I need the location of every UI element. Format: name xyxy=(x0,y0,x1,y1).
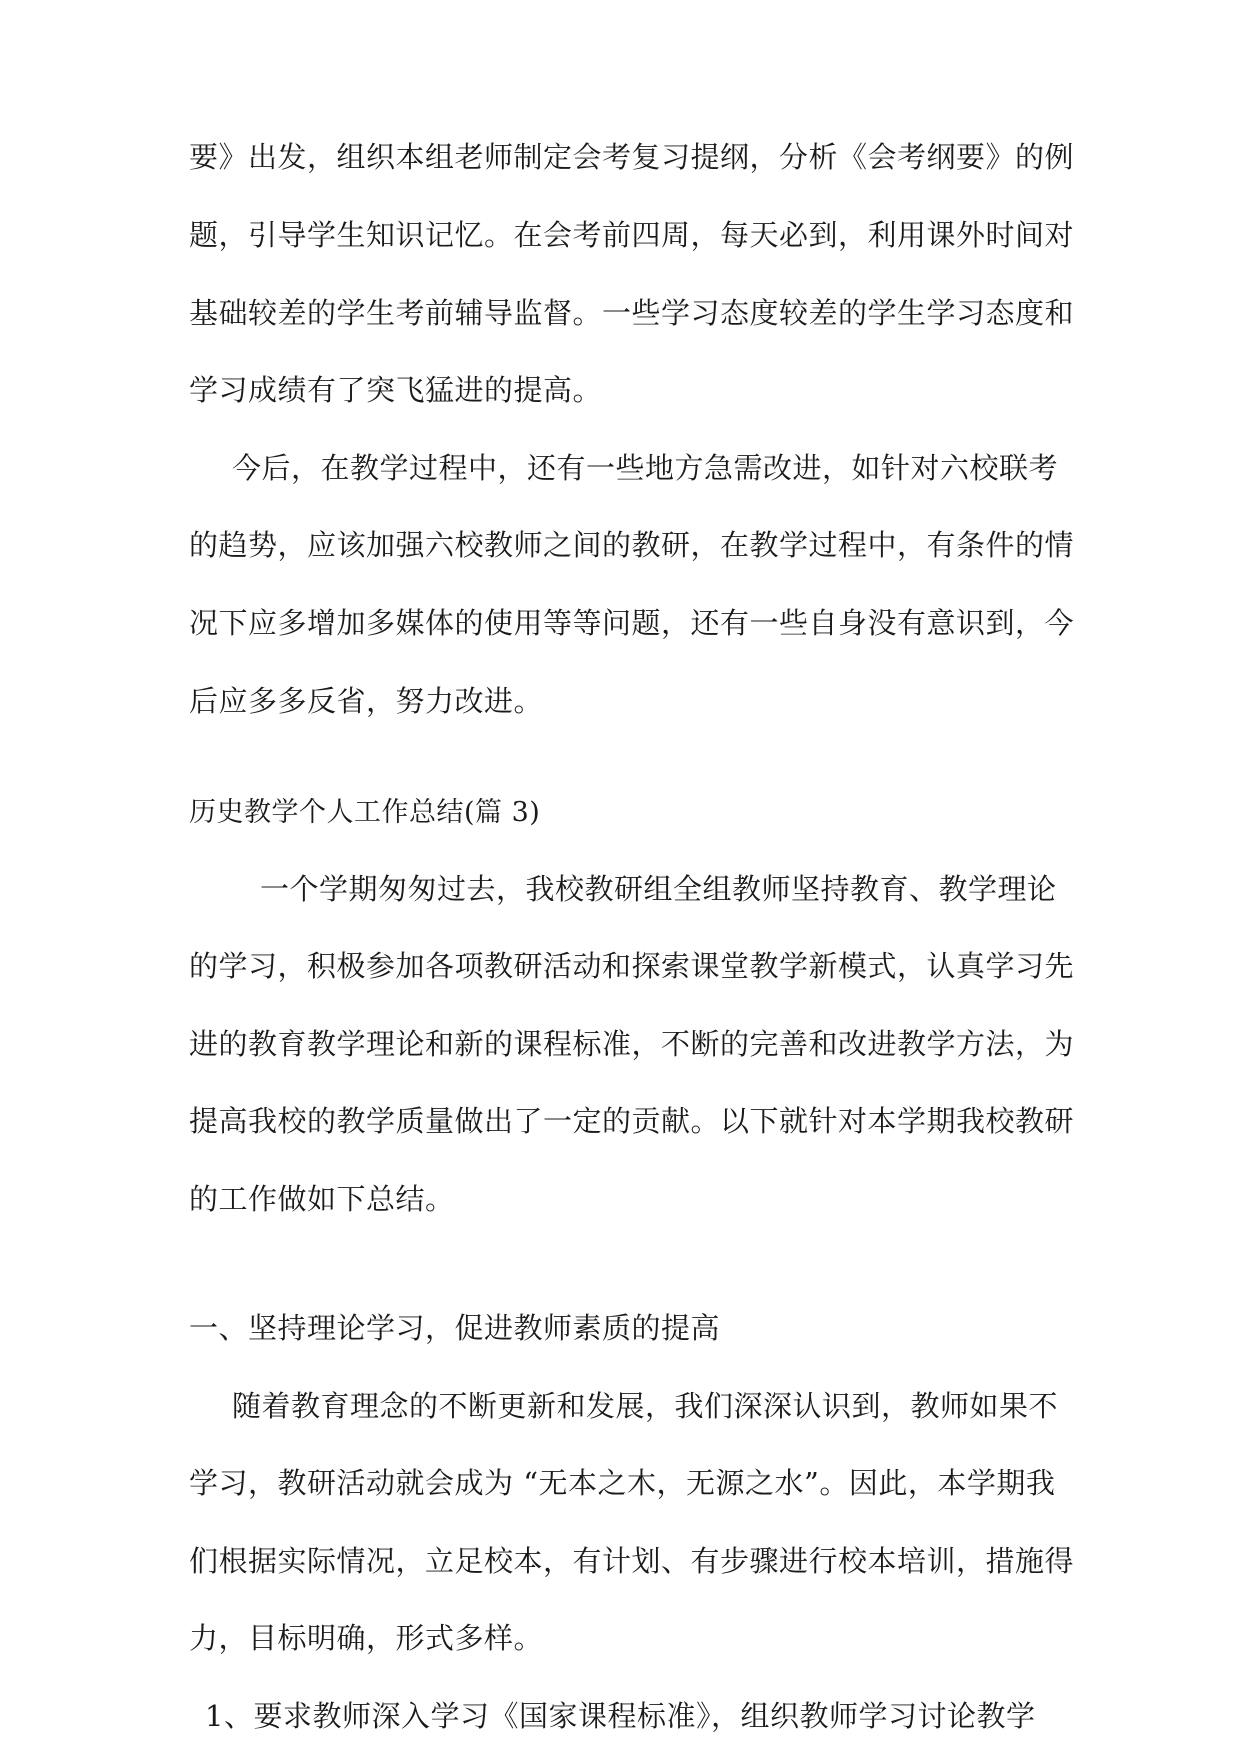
text-line: 的工作做如下总结。 xyxy=(189,1182,455,1216)
paragraph-first-line: 今后，在教学过程中，还有一些地方急需改进，如针对六校联考 xyxy=(232,451,1059,485)
text-line: 学习成绩有了突飞猛进的提高。 xyxy=(189,373,603,407)
text-line: 要》出发，组织本组老师制定会考复习提纲，分析《会考纲要》的例 xyxy=(189,140,1075,174)
paragraph-first-line: 一个学期匆匆过去，我校教研组全组教师坚持教育、教学理论 xyxy=(260,872,1057,906)
text-line: 学习，教研活动就会成为 “无本之木，无源之水”。因此，本学期我 xyxy=(189,1466,1056,1500)
text-line: 基础较差的学生考前辅导监督。一些学习态度较差的学生学习态度和 xyxy=(189,296,1075,330)
text-line: 题，引导学生知识记忆。在会考前四周，每天必到，利用课外时间对 xyxy=(189,218,1075,252)
text-line: 的趋势，应该加强六校教师之间的教研，在教学过程中，有条件的情 xyxy=(189,528,1075,562)
text-line: 的学习，积极参加各项教研活动和探索课堂教学新模式，认真学习先 xyxy=(189,949,1075,983)
text-line: 们根据实际情况，立足校本，有计划、有步骤进行校本培训，措施得 xyxy=(189,1544,1075,1578)
text-line: 力，目标明确，形式多样。 xyxy=(189,1621,544,1655)
text-line: 况下应多增加多媒体的使用等等问题，还有一些自身没有意识到，今 xyxy=(189,606,1075,640)
text-line: 后应多多反省，努力改进。 xyxy=(189,684,544,718)
paragraph-first-line: 随着教育理念的不断更新和发展，我们深深认识到，教师如果不 xyxy=(232,1389,1059,1423)
section-title: 历史教学个人工作总结(篇 3) xyxy=(189,797,541,828)
subsection-heading: 一、坚持理论学习，促进教师素质的提高 xyxy=(189,1311,721,1345)
text-line: 进的教育教学理论和新的课程标准，不断的完善和改进教学方法，为 xyxy=(189,1027,1075,1061)
paragraph-first-line: 1、要求教师深入学习《国家课程标准》，组织教师学习讨论教学 xyxy=(205,1699,1036,1733)
text-line: 提高我校的教学质量做出了一定的贡献。以下就针对本学期我校教研 xyxy=(189,1104,1075,1138)
